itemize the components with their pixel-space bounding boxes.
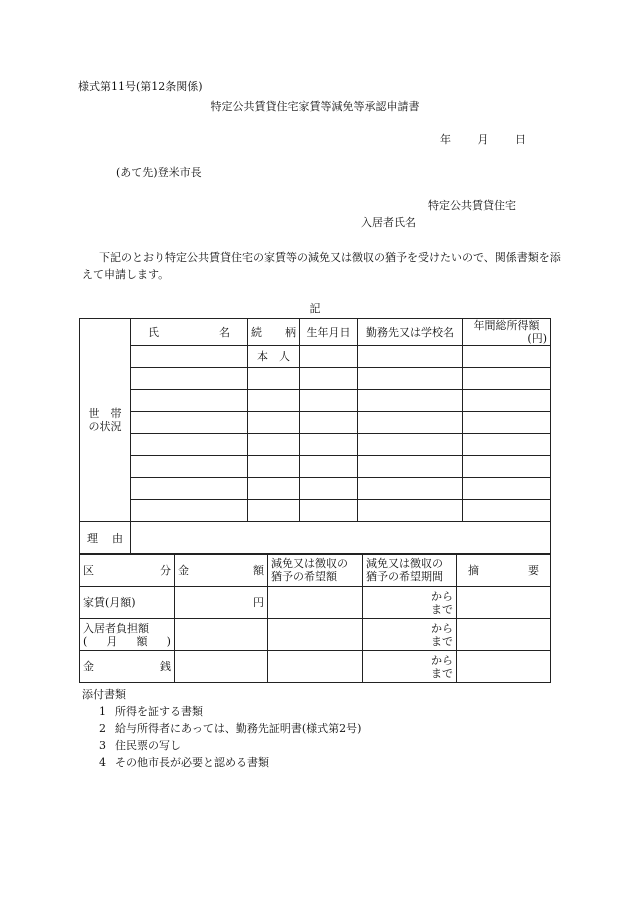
ki-heading: 記 — [309, 302, 321, 315]
attachment-item: 3 住民票の写し — [99, 739, 181, 752]
date-line — [440, 133, 526, 147]
row-burden — [80, 619, 551, 651]
housing-label: 特定公共賃貸住宅 — [428, 199, 516, 212]
household-header-row — [80, 319, 551, 346]
row-rent-label: 家賃(月額) — [80, 587, 175, 619]
household-row — [80, 434, 551, 456]
period-cell[interactable]: から まで — [363, 587, 457, 619]
col-name: 氏 名 — [131, 319, 248, 346]
household-row — [80, 390, 551, 412]
attachment-item: 4 その他市長が必要と認める書類 — [99, 756, 269, 769]
household-row — [80, 456, 551, 478]
row-money — [80, 651, 551, 683]
col-relation: 続 柄 — [248, 319, 300, 346]
household-row — [80, 346, 551, 368]
household-relation-self: 本 人 — [248, 346, 300, 368]
amounts-header-row — [80, 554, 551, 587]
col-birthdate: 生年月日 — [300, 319, 358, 346]
row-rent — [80, 587, 551, 619]
attachment-item: 1 所得を証する書類 — [99, 705, 203, 718]
attachment-item: 2 給与所得者にあっては、勤務先証明書(様式第2号) — [99, 722, 362, 735]
attachments-heading: 添付書類 — [82, 688, 126, 701]
household-row — [80, 500, 551, 522]
reason-label: 理 由 — [80, 522, 131, 555]
date-month: 月 — [477, 133, 489, 146]
reason-field[interactable] — [131, 522, 551, 555]
col-desired-amount: 減免又は徴収の 猶予の希望額 — [268, 554, 363, 587]
period-cell[interactable]: から まで — [363, 651, 457, 683]
col-workplace: 勤務先又は学校名 — [358, 319, 463, 346]
attachments-list — [82, 686, 361, 771]
row-money-label: 金 銭 — [80, 651, 175, 683]
household-row — [80, 368, 551, 390]
col-desired-period: 減免又は徴収の 猶予の希望期間 — [363, 554, 457, 587]
resident-name-label: 入居者氏名 — [361, 216, 416, 229]
household-table — [79, 318, 551, 555]
household-row — [80, 412, 551, 434]
row-burden-label: 入居者負担額 ( 月 額 ) — [80, 619, 175, 651]
addressee: (あて先)登米市長 — [116, 166, 202, 179]
col-amount: 金 額 — [175, 554, 268, 587]
col-annual-income: 年間総所得額 (円) — [463, 319, 551, 346]
row-rent-unit[interactable]: 円 — [175, 587, 268, 619]
form-number: 様式第11号(第12条関係) — [78, 80, 203, 93]
col-notes: 摘 要 — [457, 554, 551, 587]
household-section-label: 世 帯 の状況 — [80, 319, 131, 522]
household-name-cell[interactable] — [131, 346, 248, 368]
date-day: 日 — [515, 133, 526, 146]
household-row — [80, 478, 551, 500]
date-year: 年 — [440, 133, 451, 146]
period-cell[interactable]: から まで — [363, 619, 457, 651]
col-category: 区 分 — [80, 554, 175, 587]
amounts-table — [79, 553, 551, 683]
reason-row — [80, 522, 551, 555]
application-statement: 下記のとおり特定公共賃貸住宅の家賃等の減免又は徴収の猶予を受けたいので、関係書類を添えて申請します。 — [82, 251, 561, 281]
document-title: 特定公共賃貸住宅家賃等減免等承認申請書 — [210, 100, 420, 113]
